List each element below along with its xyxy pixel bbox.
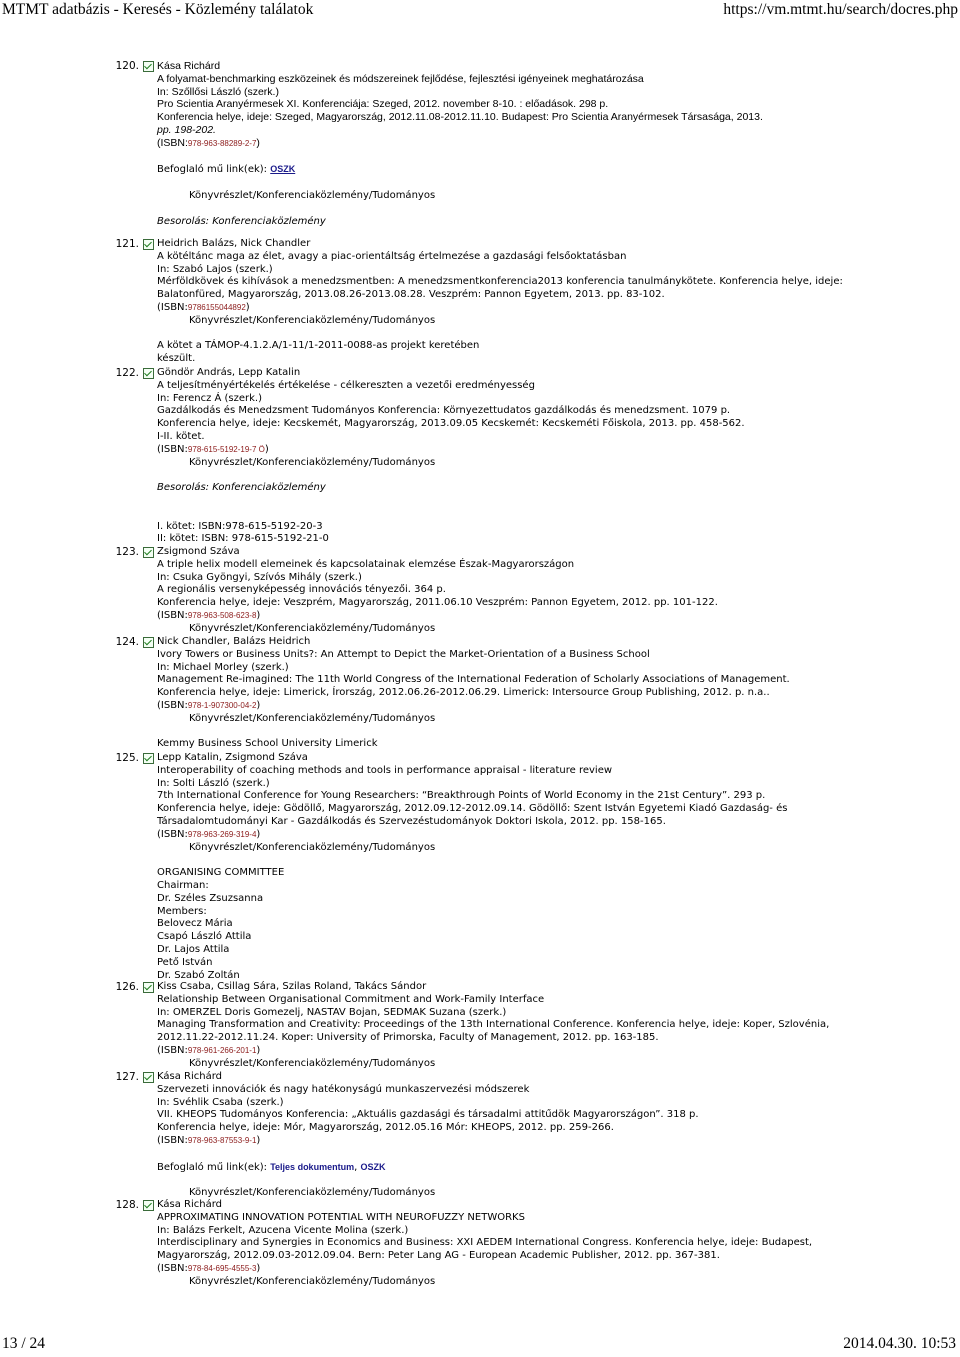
record-title: A kötéltánc maga az élet, avagy a piac-orientáltság értelmezése a gazdasági felsőoktatásban: [157, 250, 627, 262]
record-conference: Konferencia helye, ideje: Veszprém, Magyarország, 2011.06.10 Veszprém: Pannon Egyetem, 2012. pp. 101-122.: [157, 597, 718, 609]
record-classification: Besorolás: Konferenciaközlemény: [157, 215, 326, 227]
result-number: 123.: [115, 546, 139, 558]
record-isbn: (ISBN:978-1-907300-04-2): [157, 699, 261, 711]
record-editors: In: Szőllősi László (szerk.): [157, 85, 279, 98]
record-conference: Konferencia helye, ideje: Szeged, Magyarország, 2012.11.08-2012.11.10. Budapest: Pro Scientia Aranyérmesek Társasága, 2013.: [157, 111, 763, 124]
result-number: 125.: [115, 752, 139, 764]
record-source: Gazdálkodás és Menedzsment Tudományos Konferencia: Környezettudatos gazdálkodás és menedzsment. 1079 p.: [157, 405, 731, 417]
record-editors: In: OMERZEL Doris Gomezelj, NASTAV Bojan, SEDMAK Suzana (szerk.): [157, 1006, 507, 1018]
select-checkbox[interactable]: [143, 1072, 154, 1083]
record-title: Ivory Towers or Business Units?: An Attempt to Depict the Market-Orientation of a Business School: [157, 648, 650, 660]
record-title: Relationship Between Organisational Commitment and Work-Family Interface: [157, 993, 545, 1005]
record-editors: In: Michael Morley (szerk.): [157, 661, 289, 673]
record-title: A teljesítményértékelés értékelése - célkereszten a vezetői eredményesség: [157, 379, 535, 391]
record-title: A triple helix modell elemeinek és kapcsolatainak elemzése Észak-Magyarországon: [157, 558, 575, 570]
select-checkbox[interactable]: [143, 368, 154, 379]
committee-line: Dr. Széles Zsuzsanna: [157, 892, 264, 904]
record-category: Könyvrészlet/Konferenciaközlemény/Tudományos: [189, 712, 436, 724]
record-isbn: (ISBN:978-963-87553-9-1): [157, 1134, 261, 1146]
browser-print-footer: [0, 1333, 960, 1357]
record-pages: pp. 198-202.: [157, 123, 216, 136]
record-note: II: kötet: ISBN: 978-615-5192-21-0: [157, 533, 329, 545]
record-isbn: (ISBN:978-961-266-201-1): [157, 1044, 261, 1056]
select-checkbox[interactable]: [143, 547, 154, 558]
record-category: Könyvrészlet/Konferenciaközlemény/Tudományos: [189, 314, 436, 326]
oszk-link[interactable]: OSZK: [360, 1161, 386, 1172]
record-note: Kemmy Business School University Limerick: [157, 738, 378, 750]
record-source: 7th International Conference for Young Researchers: “Breakthrough Points of World Economy in the 21st Century”. 293 p.: [157, 790, 766, 802]
committee-heading: ORGANISING COMMITTEE: [157, 867, 285, 879]
record-note: készült.: [157, 353, 196, 365]
record-editors: In: Csuka Gyöngyi, Szívós Mihály (szerk.): [157, 571, 362, 583]
record-isbn: (ISBN:978-84-695-4555-3): [157, 1262, 261, 1274]
isbn-value: 978-84-695-4555-3: [187, 1263, 257, 1273]
record-conference: Konferencia helye, ideje: Limerick, Írország, 2012.06.26-2012.06.29. Limerick: Intersource Group Publishing, 2012. p. n.a..: [157, 687, 770, 699]
isbn-value: 978-963-269-319-4: [187, 829, 257, 839]
record-isbn: (ISBN:978-963-269-319-4): [157, 828, 261, 840]
isbn-value: 978-963-508-623-8: [187, 610, 257, 620]
record-conference: Konferencia helye, ideje: Kecskemét, Magyarország, 2013.09.05 Kecskemét: Kecskeméti Főiskola, 2013. pp. 458-562.: [157, 418, 745, 430]
page-counter: 13 / 24: [2, 1335, 46, 1352]
record-title: APPROXIMATING INNOVATION POTENTIAL WITH NEUROFUZZY NETWORKS: [157, 1211, 525, 1223]
committee-line: Dr. Lajos Attila: [157, 943, 230, 955]
record-authors: Nick Chandler, Balázs Heidrich: [157, 636, 311, 647]
isbn-value: 978-1-907300-04-2: [187, 700, 257, 710]
record-category: Könyvrészlet/Konferenciaközlemény/Tudományos: [189, 189, 436, 201]
select-checkbox[interactable]: [143, 239, 154, 250]
record-conference: Konferencia helye, ideje: Mór, Magyarország, 2012.05.16 Mór: KHEOPS, 2012. pp. 259-266.: [157, 1122, 614, 1134]
container-links: Befoglaló mű link(ek): OSZK: [157, 164, 296, 176]
result-number: 126.: [115, 981, 139, 993]
select-checkbox[interactable]: [143, 982, 154, 993]
print-datetime: 2014.04.30. 10:53: [843, 1335, 956, 1352]
record-isbn: (ISBN:978-615-5192-19-7 Ö): [157, 443, 269, 455]
page-title: MTMT adatbázis - Keresés - Közlemény találatok: [2, 1, 314, 18]
record-authors: Kása Richárd: [157, 60, 221, 72]
isbn-value: 978-615-5192-19-7 Ö: [187, 444, 265, 454]
select-checkbox[interactable]: [143, 1200, 154, 1211]
record-authors: Kása Richárd: [157, 1199, 222, 1210]
record-authors: Lepp Katalin, Zsigmond Száva: [157, 752, 308, 763]
record-editors: In: Balázs Ferkelt, Azucena Vicente Molina (szerk.): [157, 1224, 409, 1236]
record-editors: In: Solti László (szerk.): [157, 777, 270, 789]
record-note: I. kötet: ISBN:978-615-5192-20-3: [157, 520, 323, 532]
record-category: Könyvrészlet/Konferenciaközlemény/Tudományos: [189, 841, 436, 853]
select-checkbox[interactable]: [143, 753, 154, 764]
record-source: Pro Scientia Aranyérmesek XI. Konferenciája: Szeged, 2012. november 8-10. : előadások. 298 p.: [157, 98, 609, 111]
record-source: A regionális versenyképesség innovációs tényezői. 364 p.: [157, 584, 446, 596]
container-links: Befoglaló mű link(ek): Teljes dokumentum, OSZK: [157, 1161, 386, 1173]
record-category: Könyvrészlet/Konferenciaközlemény/Tudományos: [189, 456, 436, 468]
record-classification: Besorolás: Konferenciaközlemény: [157, 482, 326, 494]
result-number: 121.: [115, 238, 139, 250]
select-checkbox[interactable]: [143, 637, 154, 648]
record-conference: Konferencia helye, ideje: Gödöllő, Magyarország, 2012.09.12-2012.09.14. Gödöllő: Szent István Egyetemi Kiadó Gazdaság- és Társadalomtudományi Kar - Gazdálkodás és Szervezéstudományok Doktori Iskola, 2012. pp. 158-165.: [157, 803, 788, 827]
committee-line: Pető István: [157, 956, 213, 968]
record-source: Managing Transformation and Creativity: Proceedings of the 13th International Conference. Konferencia helye, ideje: Koper, Szlovénia, 2012.11.22-2012.11.24. Koper: University of Primorska, Faculty of Management, 2012. pp. 163-185.: [157, 1019, 830, 1044]
committee-line: Chairman:: [157, 879, 209, 891]
committee-line: Csapó László Attila: [157, 931, 252, 943]
record-authors: Zsigmond Száva: [157, 546, 240, 557]
record-editors: In: Ferencz Á (szerk.): [157, 392, 263, 404]
isbn-value: 9786155044892: [187, 302, 246, 312]
record-authors: Kiss Csaba, Csillag Sára, Szilas Roland, Takács Sándor: [157, 981, 427, 992]
record-authors: Heidrich Balázs, Nick Chandler: [157, 238, 311, 249]
record-note: A kötet a TÁMOP-4.1.2.A/1-11/1-2011-0088-as projekt keretében: [157, 340, 480, 352]
record-source: Management Re-imagined: The 11th World Congress of the International Federation of Scholarly Associations of Management.: [157, 674, 790, 686]
isbn-value: 978-963-87553-9-1: [187, 1135, 257, 1145]
record-title: Interoperability of coaching methods and tools in performance appraisal - literature review: [157, 764, 613, 776]
record-isbn: (ISBN:978-963-88289-2-7): [157, 136, 260, 149]
isbn-value: 978-961-266-201-1: [187, 1045, 257, 1055]
full-document-link[interactable]: Teljes dokumentum: [270, 1161, 355, 1172]
record-title: Szervezeti innovációk és nagy hatékonyságú munkaszervezési módszerek: [157, 1083, 530, 1095]
oszk-link[interactable]: OSZK: [270, 164, 296, 175]
record-isbn: (ISBN:978-963-508-623-8): [157, 609, 261, 621]
page-url: https://vm.mtmt.hu/search/docres.php: [723, 1, 958, 18]
record-category: Könyvrészlet/Konferenciaközlemény/Tudományos: [189, 1057, 436, 1069]
result-number: 127.: [115, 1071, 139, 1083]
isbn-value: 978-963-88289-2-7: [187, 138, 257, 148]
record-editors: In: Svéhlik Csaba (szerk.): [157, 1096, 284, 1108]
record-category: Könyvrészlet/Konferenciaközlemény/Tudományos: [189, 1275, 436, 1287]
record-isbn: (ISBN:9786155044892): [157, 301, 250, 313]
record-authors: Göndör András, Lepp Katalin: [157, 367, 301, 378]
record-authors: Kása Richárd: [157, 1071, 222, 1082]
record-category: Könyvrészlet/Konferenciaközlemény/Tudományos: [189, 622, 436, 634]
committee-line: Dr. Szabó Zoltán: [157, 969, 240, 981]
result-number: 128.: [115, 1199, 139, 1211]
result-number: 124.: [115, 636, 139, 648]
select-checkbox[interactable]: [143, 61, 154, 72]
record-title: A folyamat-benchmarking eszközeinek és módszereinek fejlődése, fejlesztési igényeinek meghatározása: [157, 72, 644, 85]
committee-line: Members:: [157, 905, 207, 917]
committee-line: Belovecz Mária: [157, 918, 233, 930]
record-source: Mérföldkövek és kihívások a menedzsmentben: A menedzsmentkonferencia2013 konferencia tanulmánykötete. Konferencia helye, ideje: Balatonfüred, Magyarország, 2013.08.26-2013.08.28. Veszprém: Pannon Egyetem, 2013. pp. 83-102.: [157, 276, 843, 301]
record-source: VII. KHEOPS Tudományos Konferencia: „Aktuális gazdasági és társadalmi attitűdök Magyarországon”. 318 p.: [157, 1109, 699, 1121]
record-volume: I-II. kötet.: [157, 430, 205, 442]
result-number: 120.: [115, 60, 139, 72]
record-editors: In: Szabó Lajos (szerk.): [157, 263, 273, 275]
record-category: Könyvrészlet/Konferenciaközlemény/Tudományos: [189, 1187, 436, 1199]
record-source: Interdisciplinary and Synergies in Economics and Business: XXI AEDEM International Congress. Konferencia helye, ideje: Budapest, Magyarország, 2012.09.03-2012.09.04. Bern: Peter Lang AG - European Academic Publisher, 2012. pp. 367-381.: [157, 1237, 813, 1262]
result-number: 122.: [115, 367, 139, 379]
